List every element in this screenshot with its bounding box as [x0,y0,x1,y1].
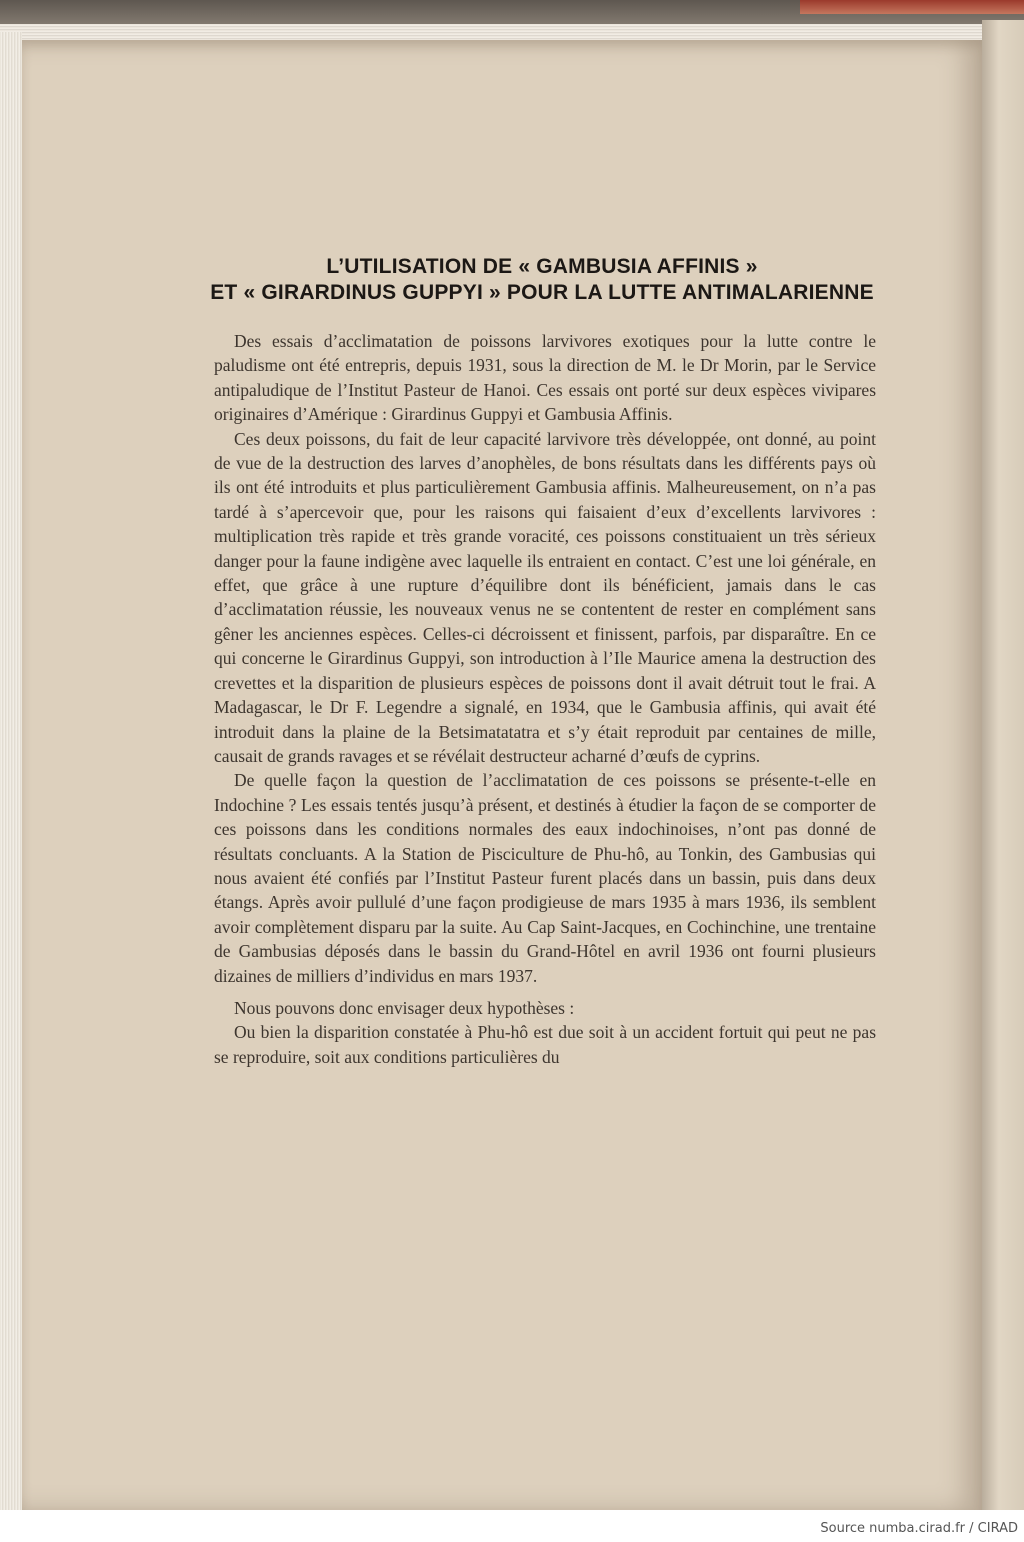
page-stack-left [0,32,22,1510]
paragraph: De quelle façon la question de l’acclimatation de ces poissons se présente-t-elle en Indochine ? Les essais tentés jusqu’à présent, et destinés à étudier la façon de se comporter de ces poissons dans les conditions normales des eaux indochinoises, n’ont pas donné de résultats concluants. A la Station de Pisciculture de Phu-hô, au Tonkin, des Gambusias qui nous avaient été confiés par l’Institut Pasteur furent placés dans un bassin, puis dans deux étangs. Après avoir pullulé d’une façon prodigieuse de mars 1935 à mars 1936, ils semblent avoir complètement disparu par la suite. Au Cap Saint-Jacques, en Cochinchine, une trentaine de Gambusias déposés dans le bassin du Grand-Hôtel en avril 1936 ont fourni plusieurs dizaines de milliers d’individus en mars 1937. [214,770,876,986]
title-line-1: L’UTILISATION DE « GAMBUSIA AFFINIS » [326,255,758,278]
facing-page-edge [982,20,1024,1510]
article-title [192,254,892,306]
book-cover-red-edge [800,0,1024,14]
source-credit: Source numba.cirad.fr / CIRAD [820,1521,1018,1536]
paragraph: Ces deux poissons, du fait de leur capacité larvivore très développée, ont donné, au point de vue de la destruction des larves d’anophèles, de bons résultats dans les différents pays où ils ont été introduits et plus particulièrement Gambusia affinis. Malheureusement, on n’a pas tardé à s’apercevoir que, pour les raisons qui faisaient d’eux d’excellents larvivores : multiplication très rapide et très grande voracité, ces poissons constituaient un très sérieux danger pour la faune indigène avec laquelle ils entraient en contact. C’est une loi générale, en effet, que grâce à une rupture d’équilibre dont ils bénéficient, jamais dans le cas d’acclimatation réussie, les nouveaux venus ne se contentent de rester en complément sans gêner les anciennes espèces. Celles-ci décroissent et finissent, parfois, par disparaître. En ce qui concerne le Girardinus Guppyi, son introduction à l’Ile Maurice amena la destruction des crevettes et la disparition de plusieurs espèces de poissons dont il avait détruit tout le frai. A Madagascar, le Dr F. Legendre a signalé, en 1934, que le Gambusia affinis, qui avait été introduit dans la plaine de la Betsimatatatra et s’y était reproduit par centaines de mille, causait de grands ravages et se révélait destructeur acharné d’œufs de cyprins. [214,428,876,766]
title-line-2: ET « GIRARDINUS GUPPYI » POUR LA LUTTE ANTIMALARIENNE [210,281,874,304]
paragraph: Ou bien la disparition constatée à Phu-hô est due soit à un accident fortuit qui peut ne pas se reproduire, soit aux conditions particulières du [214,1022,876,1067]
paragraph: Des essais d’acclimatation de poissons larvivores exotiques pour la lutte contre le paludisme ont été entrepris, depuis 1931, sous la direction de M. le Dr Morin, par le Service antipaludique de l’Institut Pasteur de Hanoi. Ces essais ont porté sur deux espèces vivipares originaires d’Amérique : Girardinus Guppyi et Gambusia Affinis. [214,331,876,425]
paragraph: Nous pouvons donc envisager deux hypothèses : [234,997,575,1018]
article-body [214,329,876,1069]
